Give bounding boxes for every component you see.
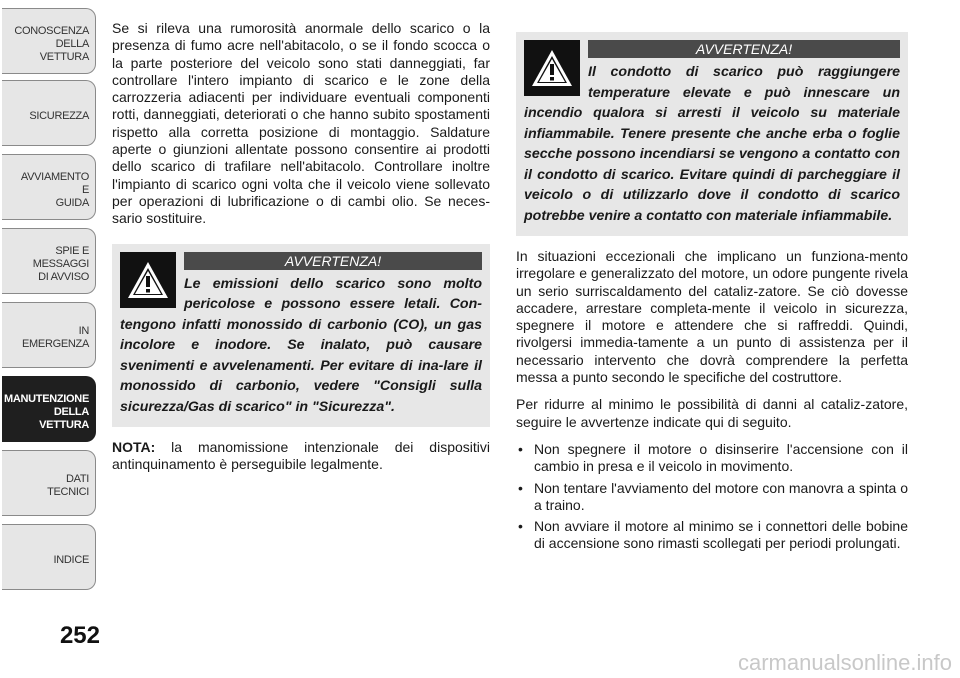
catalyst-tips-list xyxy=(516,441,908,553)
tab-label: SICUREZZA xyxy=(29,109,89,122)
tab-label: DELLA xyxy=(55,37,89,50)
catalyst-tips-intro: Per ridurre al minimo le possibilità di danni al cataliz-zatore, seguire le avvertenze indicate qui di seguito. xyxy=(516,396,908,430)
tab-sicurezza[interactable] xyxy=(2,80,96,146)
tab-conoscenza-della-vettura[interactable] xyxy=(2,8,96,74)
list-item: • Non tentare l'avviamento del motore con manovra a spinta o a traino. xyxy=(516,480,908,515)
sidebar-nav xyxy=(0,0,100,678)
tab-avviamento-e-guida[interactable] xyxy=(2,154,96,220)
tab-label: VETTURA xyxy=(39,418,89,431)
warning-triangle-icon xyxy=(524,40,580,96)
tab-label: IN xyxy=(78,325,89,337)
tab-label: CONOSCENZA xyxy=(14,24,89,37)
tab-spie-e-messaggi[interactable] xyxy=(2,228,96,294)
tab-indice[interactable] xyxy=(2,524,96,590)
tab-label: MANUTENZIONE xyxy=(3,392,89,405)
catalyst-paragraph: In situazioni eccezionali che implicano un funziona-mento irregolare e generalizzato del motore, un odore pungente rivela un serio surriscaldamento del cataliz-zatore. Se ciò dovesse accadere, arrestare completa-mente il veicolo in sicurezza, spegnere il motore e attendere che si raffreddi. Quindi, rivolgersi immedia-tamente a un punto di assistenza per il necessario intervento che dovrà comprendere la perfetta messa a punto secondo le specifiche del costruttore. xyxy=(516,248,908,386)
left-column xyxy=(112,20,490,484)
nota-label: NOTA: xyxy=(112,439,156,456)
list-item: • Non spegnere il motore o disinserire l'accensione con il cambio in presa e il veicolo in movimento. xyxy=(516,441,908,476)
intro-paragraph: Se si rileva una rumorosità anormale dello scarico o la presenza di fumo acre nell'abitacolo, o se il fondo scocca o la parte posteriore del veicolo sono stati danneggiati, far controllare l'intero impianto di scarico e le zone della carrozzeria adiacenti per individuare eventuali componenti rotti, danneggiati, deteriorati o che hanno subito spostamenti rispetto alla corretta posizione di montaggio. Saldature aperte o giunzioni allentate possono consentire ai prodotti dello scarico di trafilare nell'abitacolo. Controllare inoltre l'impianto di scarico ogni volta che il veicolo viene sollevato per operazioni di lubrificazione o di cambi olio. Se neces-sario sostituire. xyxy=(112,20,490,227)
tab-label: AVVIAMENTO xyxy=(20,170,89,183)
tab-manutenzione-della-vettura[interactable] xyxy=(2,376,96,442)
warning-heading: AVVERTENZA! xyxy=(588,40,900,58)
page-number: 252 xyxy=(59,622,100,649)
warning-text: Il condotto di scarico può raggiungere temperature elevate e può innescare un incendio qualora si arresti il veicolo su materiale infiammabile. Tenere presente che anche erba o foglie secche possono incendiarsi se vengono a contatto con il condotto di scarico. Evitare quindi di parcheggiare il veicolo o di utilizzarlo dove il condotto di scarico potrebbe venire a contatto con materiale infiammabile. xyxy=(524,64,900,224)
tab-in-emergenza[interactable] xyxy=(2,302,96,368)
tab-label: TECNICI xyxy=(47,486,89,498)
warning-text: Le emissioni dello scarico sono molto pericolose e possono essere letali. Con-tengono infatti monossido di carbonio (CO), un gas incolore e inodore. Se inalato, può causare svenimenti e avvelenamenti. Per evitare di ina-lare il monossido di carbonio, vedere "Consigli sulla sicurezza/Gas di scarico" in "Sicurezza". xyxy=(120,275,482,415)
tab-label: MESSAGGI xyxy=(32,257,89,270)
tab-label: E xyxy=(81,183,89,196)
tab-label: DI AVVISO xyxy=(38,270,89,283)
warning-heading: AVVERTENZA! xyxy=(184,252,482,270)
nota-text: la manomissione intenzionale dei dispositivi antinquinamento è perseguibile legalmente. xyxy=(112,439,490,473)
tab-label: GUIDA xyxy=(55,196,89,209)
tab-label: DATI xyxy=(65,473,89,485)
warning-box-exhaust-gas xyxy=(112,244,490,428)
tab-dati-tecnici[interactable] xyxy=(2,450,96,516)
tab-label: VETTURA xyxy=(39,50,89,63)
tab-label: EMERGENZA xyxy=(22,338,89,350)
tab-label: INDICE xyxy=(53,553,89,566)
warning-box-hot-exhaust xyxy=(516,32,908,236)
watermark: carmanualsonline.info xyxy=(737,650,952,675)
nota-paragraph xyxy=(112,439,490,474)
warning-triangle-icon xyxy=(120,252,176,308)
right-column xyxy=(516,20,908,557)
tab-label: DELLA xyxy=(53,405,89,418)
list-item: • Non avviare il motore al minimo se i connettori delle bobine di accensione sono rimasti scollegati per periodi prolungati. xyxy=(516,518,908,553)
tab-label: SPIE E xyxy=(55,244,89,257)
